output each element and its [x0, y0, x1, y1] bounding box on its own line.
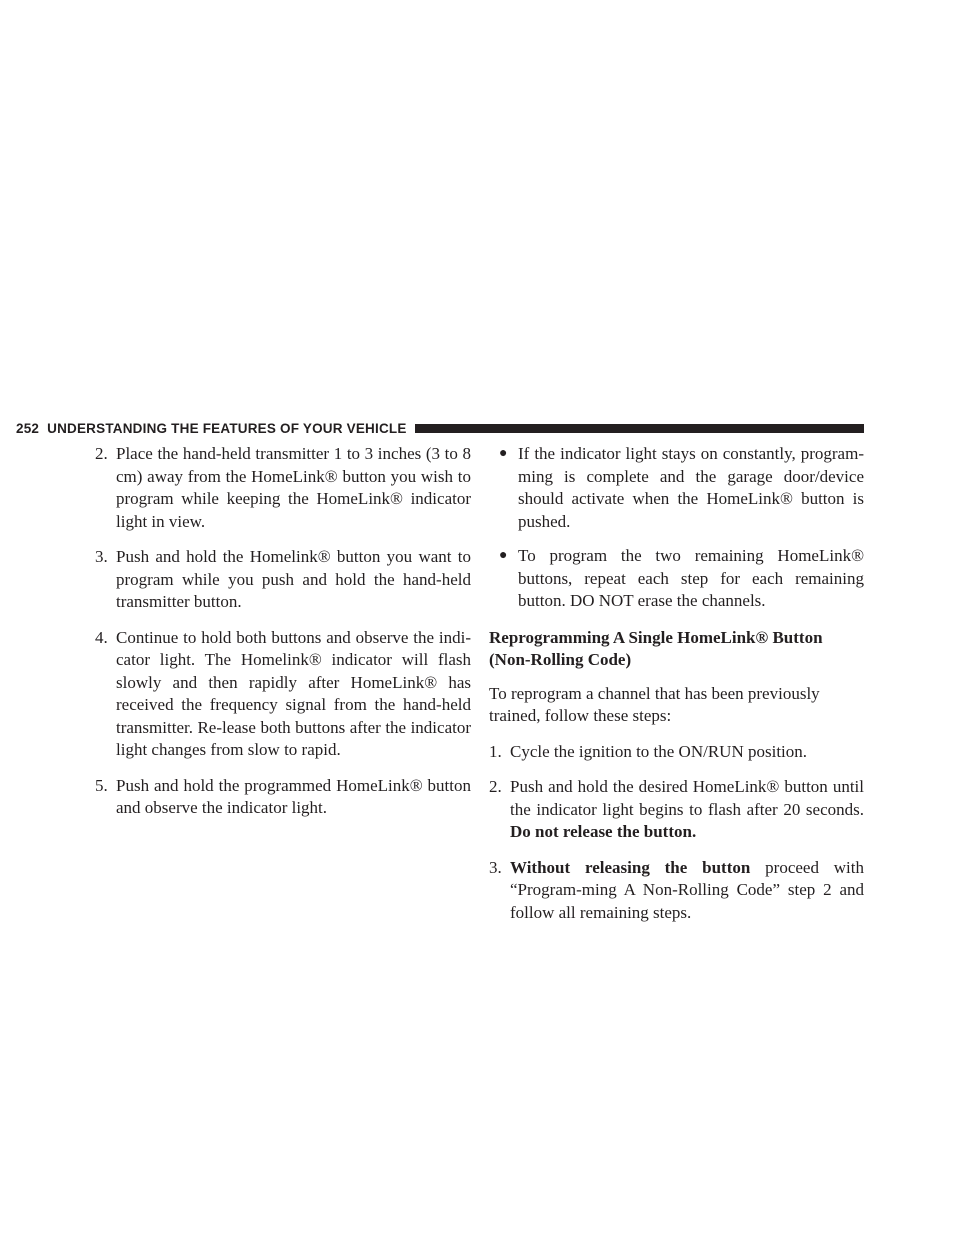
step-number: 3.	[95, 547, 108, 566]
step-number: 4.	[95, 627, 108, 647]
step-text: Push and hold the desired HomeLink® button until the indicator light begins to flash after 20 seconds.	[510, 777, 864, 819]
page-number: 252	[16, 420, 40, 436]
step-item	[95, 627, 471, 762]
bullet-item	[499, 545, 864, 613]
page-header	[16, 419, 864, 437]
step-number: 5.	[95, 775, 108, 795]
step-item	[95, 775, 471, 820]
right-column	[489, 443, 864, 937]
left-column	[95, 443, 471, 833]
step-item	[489, 741, 864, 764]
bullet-text: If the indicator light stays on constantly, program-ming is complete and the garage door/device should activate when the HomeLink® button is pushed.	[518, 444, 864, 531]
intro-paragraph: To reprogram a channel that has been previously trained, follow these steps:	[489, 683, 820, 725]
subsection-heading	[489, 627, 864, 672]
step-text: Push and hold the programmed HomeLink® button and observe the indicator light.	[116, 775, 471, 817]
step-text: Place the hand-held transmitter 1 to 3 inches (3 to 8 cm) away from the HomeLink® button you wish to program while keeping the HomeLink® indicator light in view.	[116, 444, 471, 531]
section-title: UNDERSTANDING THE FEATURES OF YOUR VEHICLE	[47, 420, 407, 436]
step-text: proceed with “Program-ming A Non-Rolling Code” step 2 and follow all remaining steps.	[510, 857, 865, 922]
step-item	[489, 857, 864, 925]
step-text: Cycle the ignition to the ON/RUN position.	[510, 741, 808, 761]
step-item	[95, 443, 471, 533]
heading-line: Reprogramming A Single HomeLink® Button	[489, 627, 823, 647]
step-number: 3.	[489, 857, 502, 877]
header-rule	[415, 424, 864, 433]
step-number: 2.	[95, 444, 108, 463]
step-text: Push and hold the Homelink® button you want to program while you push and hold the hand-held transmitter button.	[116, 547, 471, 611]
heading-line: (Non-Rolling Code)	[489, 650, 632, 669]
bullet-item	[499, 443, 864, 533]
step-item	[489, 776, 864, 844]
step-number: 2.	[489, 777, 502, 796]
bullet-text: To program the two remaining HomeLink® buttons, repeat each step for each remaining button. DO NOT erase the channels.	[518, 546, 864, 610]
step-emphasis: Do not release the button.	[510, 822, 697, 841]
step-item	[95, 546, 471, 614]
step-emphasis: Without releasing the button	[510, 857, 751, 877]
step-text: Continue to hold both buttons and observe the indi-cator light. The Homelink® indicator will flash slowly and then rapidly after HomeLink® has received the frequency signal from the hand-held transmitter. Re-lease both buttons after the indicator light changes from slow to rapid.	[116, 627, 471, 759]
step-number: 1.	[489, 741, 502, 761]
bullet-icon: ●	[499, 548, 508, 563]
bullet-icon: ●	[499, 446, 508, 461]
